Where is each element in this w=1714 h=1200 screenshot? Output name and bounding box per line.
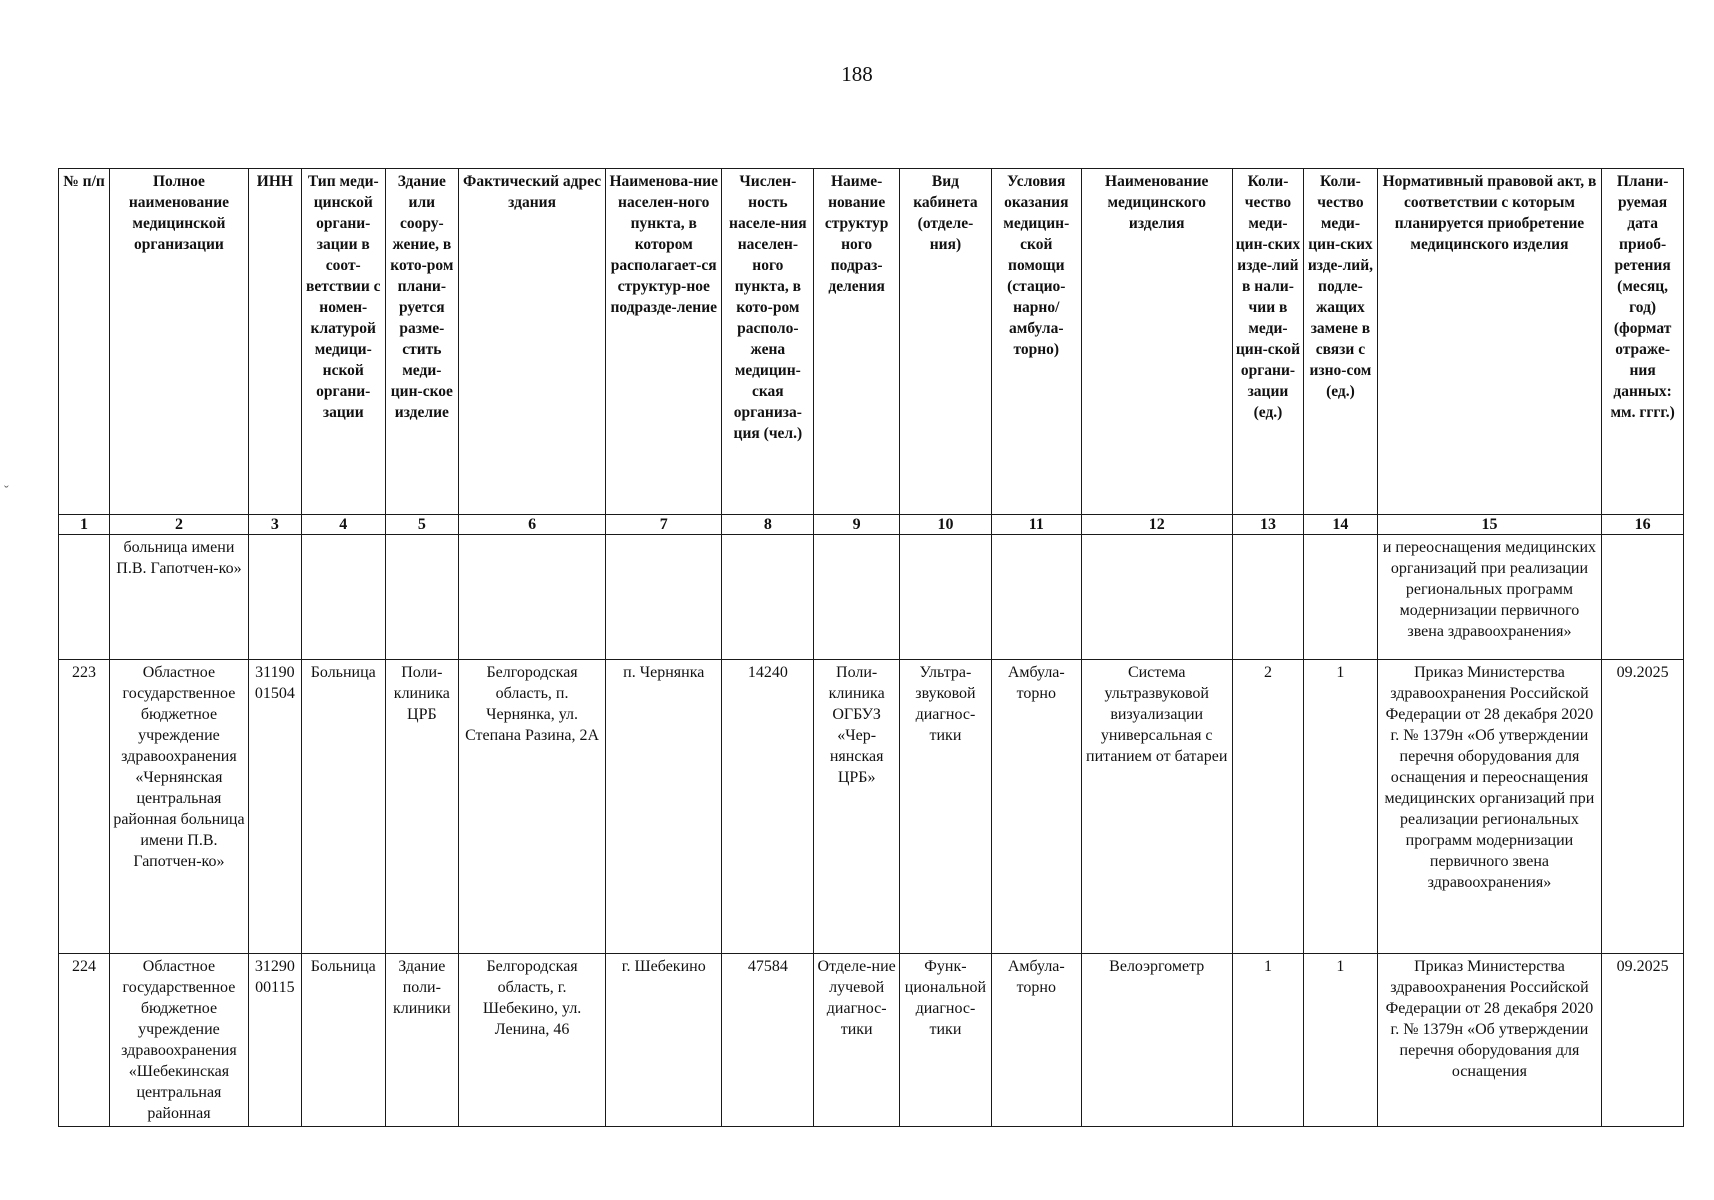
cell-org-type — [301, 535, 385, 660]
cell-subdivision: Отделе-ние лучевой диагнос-тики — [814, 954, 900, 1127]
cell-qty-replace — [1304, 535, 1377, 660]
header-cell: ИНН — [248, 169, 301, 515]
column-number: 10 — [900, 515, 992, 535]
cell-organization: Областное государственное бюджетное учреждение здравоохранения «Чернянская центральная районная больница имени П.В. Гапотчен-ко» — [110, 660, 249, 954]
cell-org-type: Больница — [301, 954, 385, 1127]
column-number: 1 — [59, 515, 110, 535]
header-cell: Вид кабинета (отделе-ния) — [900, 169, 992, 515]
cell-device-name: Велоэргометр — [1081, 954, 1232, 1127]
page-number: 188 — [841, 62, 873, 86]
cell-qty-available — [1232, 535, 1303, 660]
header-cell: Условия оказания медицин-ской помощи (стацио-нарно/ амбула-торно) — [991, 169, 1081, 515]
cell-population: 47584 — [722, 954, 814, 1127]
cell-population — [722, 535, 814, 660]
cell-organization: больница имени П.В. Гапотчен-ко» — [110, 535, 249, 660]
cell-building — [385, 535, 458, 660]
cell-inn — [248, 535, 301, 660]
cell-qty-available: 1 — [1232, 954, 1303, 1127]
header-cell: Плани-руемая дата приоб-ретения (месяц, год) (формат отраже-ния данных: мм. гггг.) — [1602, 169, 1684, 515]
header-cell: Здание или соору-жение, в кото-ром плани-руется разме-стить меди-цин-ское изделие — [385, 169, 458, 515]
column-number: 7 — [606, 515, 722, 535]
column-number: 6 — [459, 515, 606, 535]
column-number: 13 — [1232, 515, 1303, 535]
header-cell: Полное наименование медицинской организации — [110, 169, 249, 515]
column-number: 16 — [1602, 515, 1684, 535]
column-number-row — [59, 515, 1684, 535]
header-cell: Нормативный правовой акт, в соответствии с которым планируется приобретение медицинского изделия — [1377, 169, 1602, 515]
table-row — [59, 954, 1684, 1127]
cell-care-conditions: Амбула-торно — [991, 660, 1081, 954]
cell-cabinet-type: Ультра-звуковой диагнос-тики — [900, 660, 992, 954]
cell-address — [459, 535, 606, 660]
cell-qty-replace: 1 — [1304, 954, 1377, 1127]
cell-number: 223 — [59, 660, 110, 954]
header-cell: Наиме-нование структур ного подраз-деления — [814, 169, 900, 515]
cell-legal-act: и переоснащения медицинских организаций при реализации региональных программ модернизации первичного звена здравоохранения» — [1377, 535, 1602, 660]
column-number: 12 — [1081, 515, 1232, 535]
cell-inn: 31290 00115 — [248, 954, 301, 1127]
column-number: 2 — [110, 515, 249, 535]
cell-cabinet-type: Функ-циональной диагнос-тики — [900, 954, 992, 1127]
header-cell: Числен-ность населе-ния населен-ного пункта, в кото-ром располо-жена медицин-ская организа-ция (чел.) — [722, 169, 814, 515]
header-cell: № п/п — [59, 169, 110, 515]
cell-inn: 31190 01504 — [248, 660, 301, 954]
column-number: 4 — [301, 515, 385, 535]
cell-address: Белгородская область, п. Чернянка, ул. Степана Разина, 2А — [459, 660, 606, 954]
cell-subdivision — [814, 535, 900, 660]
cell-org-type: Больница — [301, 660, 385, 954]
column-number: 15 — [1377, 515, 1602, 535]
cell-care-conditions — [991, 535, 1081, 660]
header-cell: Фактический адрес здания — [459, 169, 606, 515]
cell-device-name: Система ультразвуковой визуализации универсальная с питанием от батареи — [1081, 660, 1232, 954]
header-cell: Наименова-ние населен-ного пункта, в котором располагает-ся структур-ное подразде-ление — [606, 169, 722, 515]
column-number: 9 — [814, 515, 900, 535]
table-row — [59, 535, 1684, 660]
cell-number — [59, 535, 110, 660]
cell-building: Здание поли-клиники — [385, 954, 458, 1127]
column-number: 3 — [248, 515, 301, 535]
cell-cabinet-type — [900, 535, 992, 660]
column-number: 8 — [722, 515, 814, 535]
header-cell: Наименование медицинского изделия — [1081, 169, 1232, 515]
header-row — [59, 169, 1684, 515]
cell-legal-act: Приказ Министерства здравоохранения Российской Федерации от 28 декабря 2020 г. № 1379н «Об утверждении перечня оборудования для оснащения и переоснащения медицинских организаций при реализации региональных программ модернизации первичного звена здравоохранения» — [1377, 660, 1602, 954]
cell-subdivision: Поли-клиника ОГБУЗ «Чер-нянская ЦРБ» — [814, 660, 900, 954]
column-number: 14 — [1304, 515, 1377, 535]
cell-care-conditions: Амбула-торно — [991, 954, 1081, 1127]
cell-number: 224 — [59, 954, 110, 1127]
margin-mark: ˇ — [4, 484, 9, 499]
cell-planned-date — [1602, 535, 1684, 660]
cell-planned-date: 09.2025 — [1602, 954, 1684, 1127]
cell-address: Белгородская область, г. Шебекино, ул. Ленина, 46 — [459, 954, 606, 1127]
cell-planned-date: 09.2025 — [1602, 660, 1684, 954]
column-number: 5 — [385, 515, 458, 535]
header-cell: Коли-чество меди-цин-ских изде-лий в нали-чии в меди-цин-ской органи-зации (ед.) — [1232, 169, 1303, 515]
cell-building: Поли-клиника ЦРБ — [385, 660, 458, 954]
cell-organization: Областное государственное бюджетное учреждение здравоохранения «Шебекинская центральная районная — [110, 954, 249, 1127]
cell-qty-replace: 1 — [1304, 660, 1377, 954]
cell-legal-act: Приказ Министерства здравоохранения Российской Федерации от 28 декабря 2020 г. № 1379н «Об утверждении перечня оборудования для оснащения — [1377, 954, 1602, 1127]
medical-equipment-table — [58, 168, 1684, 1127]
header-cell: Коли-чество меди-цин-ских изде-лий, подле-жащих замене в связи с изно-сом (ед.) — [1304, 169, 1377, 515]
cell-settlement: г. Шебекино — [606, 954, 722, 1127]
header-cell: Тип меди-цинской органи-зации в соот-ветствии с номен-клатурой медици-нской органи-зации — [301, 169, 385, 515]
cell-settlement: п. Чернянка — [606, 660, 722, 954]
cell-device-name — [1081, 535, 1232, 660]
cell-settlement — [606, 535, 722, 660]
cell-population: 14240 — [722, 660, 814, 954]
table-row — [59, 660, 1684, 954]
column-number: 11 — [991, 515, 1081, 535]
cell-qty-available: 2 — [1232, 660, 1303, 954]
